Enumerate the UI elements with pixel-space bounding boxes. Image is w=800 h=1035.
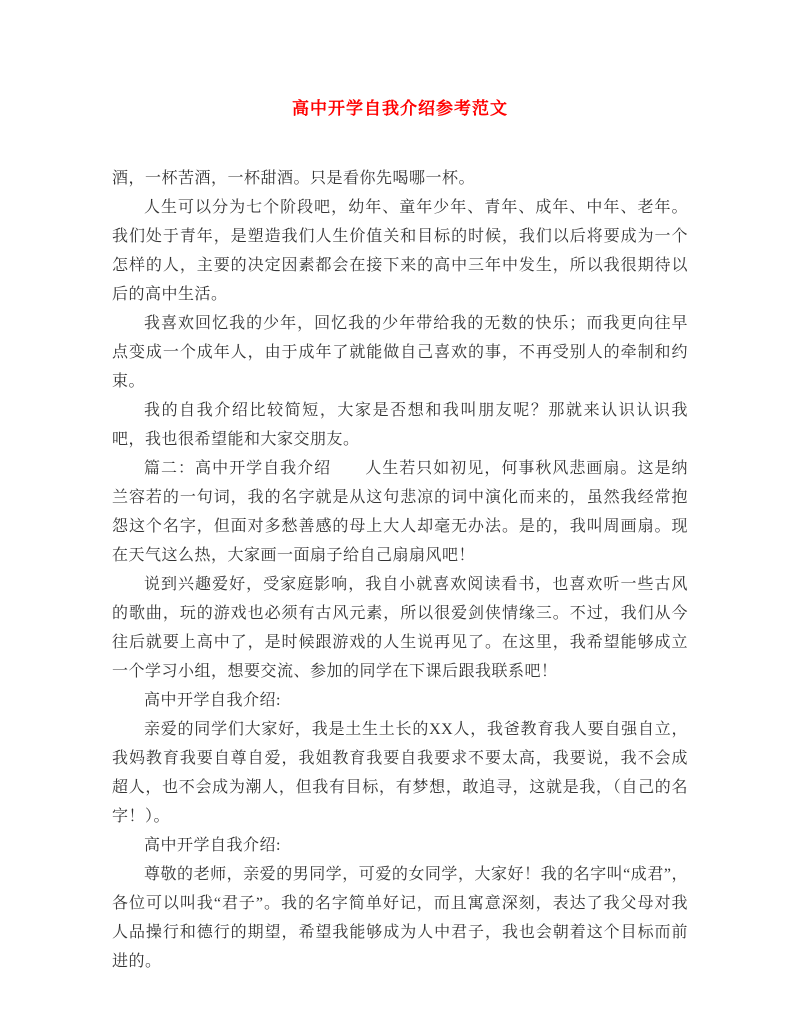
paragraph: 人生可以分为七个阶段吧，幼年、童年少年、青年、成年、中年、老年。我们处于青年，是塑造我们人生价值关和目标的时候，我们以后将要成为一个怎样的人，主要的决定因素都会在接下来的高中三年中发生，所以我很期待以后的高中生活。 [112, 199, 688, 303]
paragraph: 高中开学自我介绍: [144, 837, 281, 854]
paragraph: 篇二：高中开学自我介绍 人生若只如初见，何事秋风悲画扇。这是纳兰容若的一句词，我的名字就是从这句悲凉的词中演化而来的，虽然我经常抱怨这个名字，但面对多愁善感的母上大人却毫无办法。是的，我叫周画扇。现在天气这么热，大家画一面扇子给自己扇扇风吧！ [112, 460, 688, 564]
page-title: 高中开学自我介绍参考范文 [292, 99, 508, 118]
paragraph: 我的自我介绍比较简短，大家是否想和我叫朋友呢？那就来认识认识我吧，我也很希望能和大家交朋友。 [112, 402, 688, 448]
paragraph: 高中开学自我介绍: [144, 692, 281, 709]
document-body [112, 164, 688, 976]
paragraph: 亲爱的同学们大家好，我是土生土长的XX人，我爸教育我人要自强自立，我妈教育我要自尊自爱，我姐教育我要自我要求不要太高，我要说，我不会成超人，也不会成为潮人，但我有目标，有梦想，敢追寻，这就是我，（自己的名字！）。 [112, 721, 688, 825]
paragraph: 尊敬的老师，亲爱的男同学，可爱的女同学，大家好！我的名字叫“成君”，各位可以叫我“君子”。我的名字简单好记，而且寓意深刻，表达了我父母对我人品操行和德行的期望，希望我能够成为人中君子，我也会朝着这个目标而前进的。 [112, 866, 688, 970]
paragraph: 我喜欢回忆我的少年，回忆我的少年带给我的无数的快乐；而我更向往早点变成一个成年人，由于成年了就能做自己喜欢的事，不再受别人的牵制和约束。 [112, 315, 688, 390]
paragraph: 酒，一杯苦酒，一杯甜酒。只是看你先喝哪一杯。 [112, 170, 476, 187]
paragraph: 说到兴趣爱好，受家庭影响，我自小就喜欢阅读看书，也喜欢听一些古风的歌曲，玩的游戏也必须有古风元素，所以很爱剑侠情缘三。不过，我们从今往后就要上高中了，是时候跟游戏的人生说再见了。在这里，我希望能够成立一个学习小组，想要交流、参加的同学在下课后跟我联系吧！ [112, 576, 688, 680]
